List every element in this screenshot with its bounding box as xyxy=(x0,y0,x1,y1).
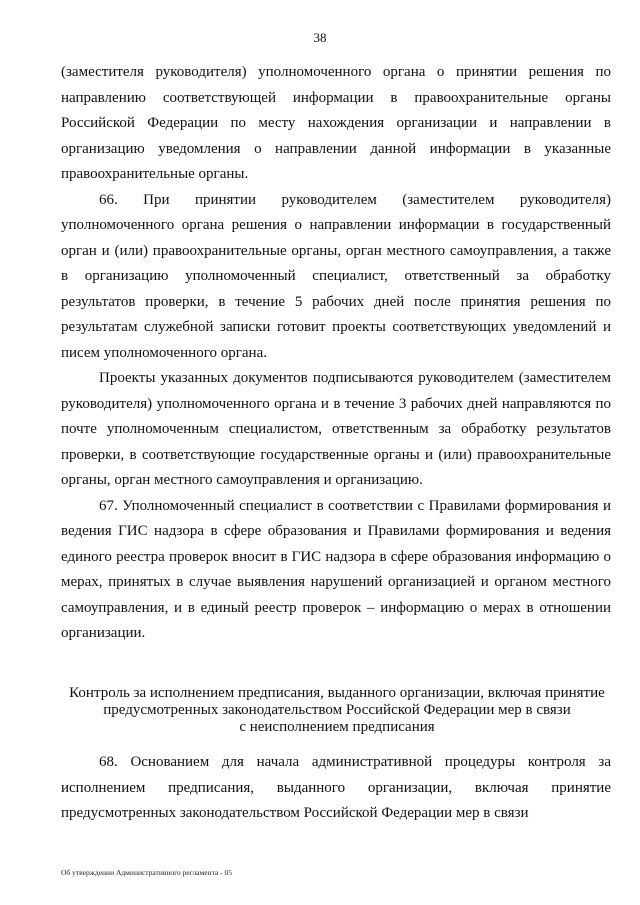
paragraph-66: 66. При принятии руководителем (заместителем руководителя) уполномоченного органа решения о направлении информации в государственный орган и (или) правоохранительные органы, орган местного самоуправления, а также в организацию уполномоченный специалист, ответственный за обработку результатов проверки, в течение 5 рабочих дней после принятия решения по результатам служебной записки готовит проекты соответствующих уведомлений и писем уполномоченного органа. xyxy=(61,191,611,361)
section-heading-line: Контроль за исполнением предписания, выданного организации, включая принятие xyxy=(69,685,605,701)
paragraph-66-documents: Проекты указанных документов подписываются руководителем (заместителем руководителя) уполномоченного органа и в течение 3 рабочих дней направляются по почте уполномоченным специалистом, ответственным за обработку результатов проверки, в соответствующие государственные органы и (или) правоохранительные органы, орган местного самоуправления и организацию. xyxy=(61,370,611,488)
document-body-continued xyxy=(61,750,611,827)
paragraph-68: 68. Основанием для начала административной процедуры контроля за исполнением предписания, выданного организации, включая принятие предусмотренных законодательством Российской Федерации мер в связи xyxy=(61,754,611,821)
section-heading xyxy=(40,685,634,736)
paragraph-67: 67. Уполномоченный специалист в соответствии с Правилами формирования и ведения ГИС надзора в сфере образования и Правилами формирования и ведения единого реестра проверок вносит в ГИС надзора в сфере образования информацию о мерах, принятых в случае выявления нарушений организацией и органом местного самоуправления, и в единый реестр проверок – информацию о мерах в отношении организации. xyxy=(61,497,611,641)
footer-note: Об утверждении Административного регламента - 05 xyxy=(61,868,233,877)
paragraph-continuation: (заместителя руководителя) уполномоченного органа о принятии решения по направлению соответствующей информации в правоохранительные органы Российской Федерации по месту нахождения организации и направлении в организацию уведомления о направлении данной информации в указанные правоохранительные органы. xyxy=(61,64,611,182)
section-heading-line: предусмотренных законодательством Российской Федерации мер в связи xyxy=(103,702,571,718)
document-body xyxy=(61,60,611,647)
section-heading-line: с неисполнением предписания xyxy=(239,719,435,735)
page-number: 38 xyxy=(313,30,327,45)
